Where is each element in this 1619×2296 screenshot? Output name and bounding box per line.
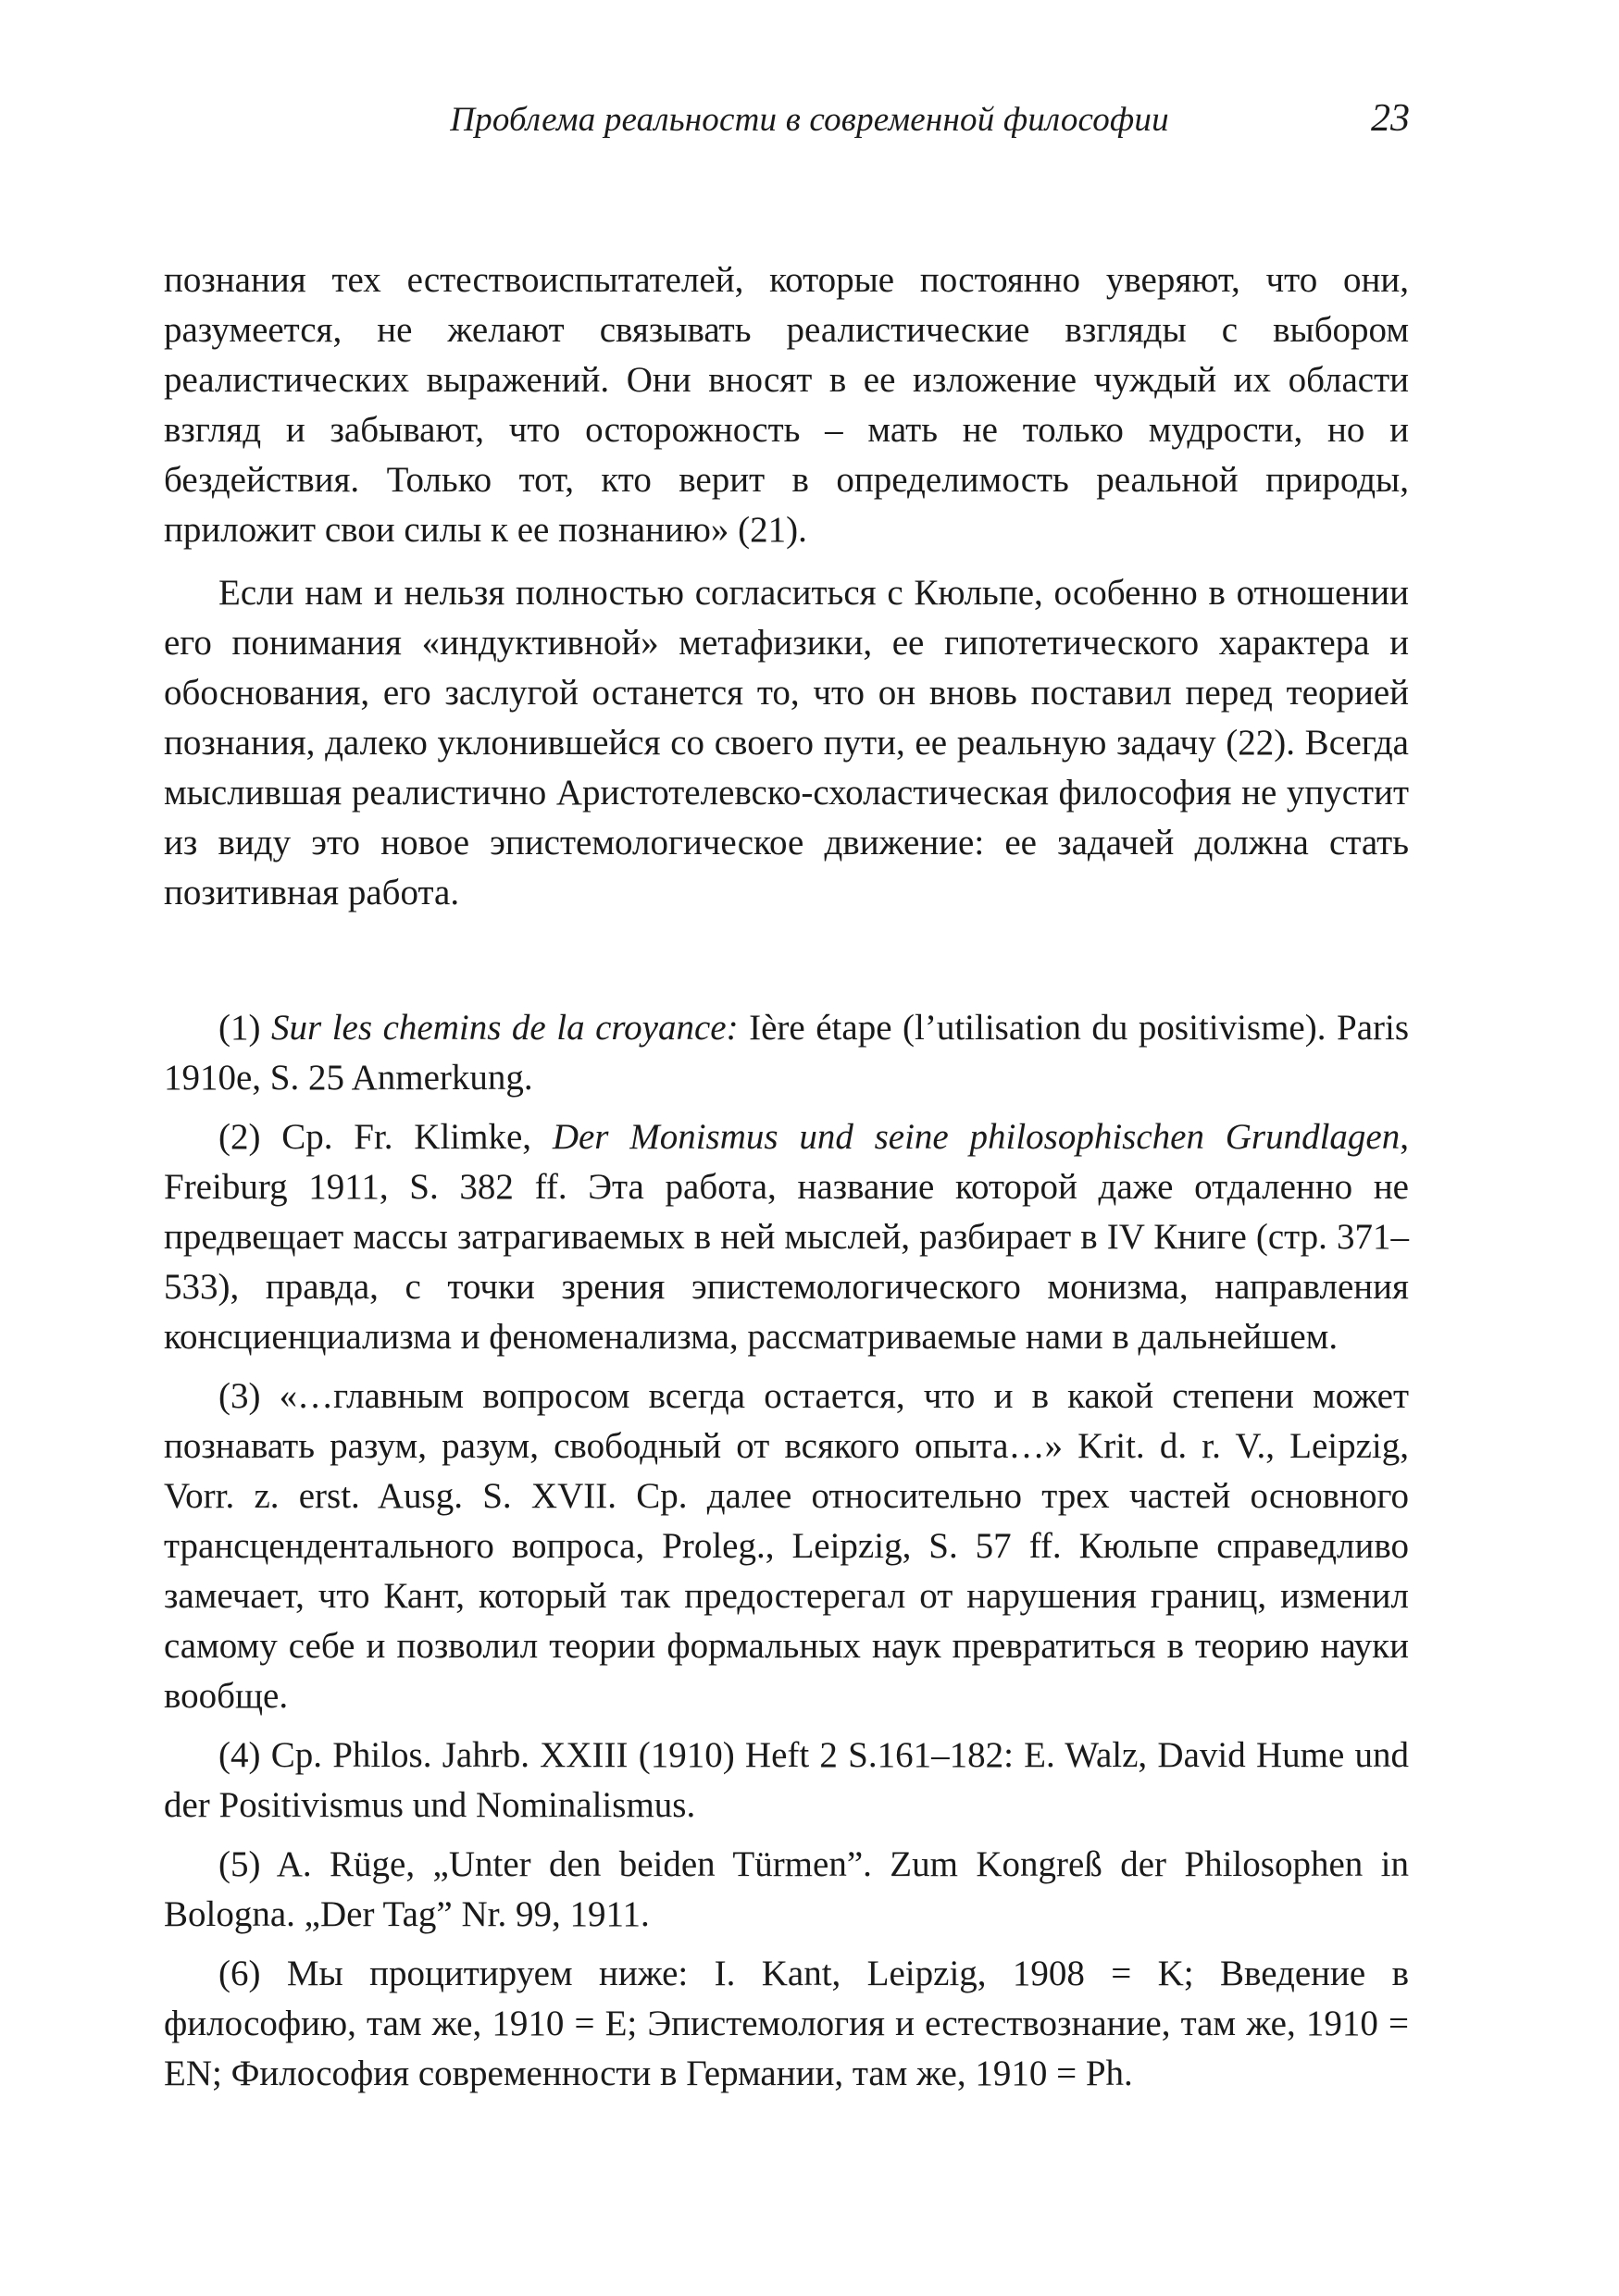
endnote-1 [164,1003,1409,1103]
endnote-2 [164,1112,1409,1362]
endnote-5: (5) A. Rüge, „Unter den beiden Türmen”. Zum Kongreß der Philosophen in Bologna. „Der Tag” Nr. 99, 1911. [164,1844,1409,1934]
endnote-text: Ière étape (l’utilisation du positivisme). Paris 1910e, S. 25 Anmerkung. [164,1008,1410,1098]
endnote-4: (4) Cp. Philos. Jahrb. XXIII (1910) Heft 2 S.161–182: E. Walz, David Hume und der Positivismus und Nominalismus. [164,1735,1409,1825]
endnotes [164,1003,1409,2108]
running-title: Проблема реальности в современной философии [450,101,1169,139]
endnote-title: Der Monismus und seine philosophischen Grundlagen [552,1117,1401,1157]
endnote-3: (3) «…главным вопросом всегда остается, что и в какой степени может познавать разум, разум, свободный от всякого опыта…» Krit. d. r. V., Leipzig, Vorr. z. erst. Ausg. S. XVII. Cp. далее относительно трех частей основного трансцендентального вопроса, Proleg., Leipzig, S. 57 ff. Кюльпе справедливо замечает, что Кант, который так предостерегал от нарушения границ, изменил самому себе и позволил теории формальных наук превратиться в теорию науки вообще. [164,1376,1409,1716]
endnote-text: (2) Cp. Fr. Klimke, [218,1117,553,1157]
main-text [164,255,1409,931]
endnote-number: (1) [218,1008,272,1048]
body-paragraph: Если нам и нельзя полностью согласиться с Кюльпе, особенно в отношении его понимания «индуктивной» метафизики, ее гипотетического характера и обоснования, его заслугой останется то, что он вновь поставил перед теорией познания, далеко уклонившейся со своего пути, ее реальную задачу (22). Всегда мыслившая реалистично Аристотелевско-схоластическая философия не упустит из виду это новое эпистемологическое движение: ее задачей должна стать позитивная работа. [164,573,1409,912]
body-paragraph: познания тех естествоиспытателей, которые постоянно уверяют, что они, разумеется, не желают связывать реалистические взгляды с выбором реалистических выражений. Они вносят в ее изложение чуждый их области взгляд и забывают, что осторожность – мать не только мудрости, но и бездействия. Только тот, кто верит в определимость реальной природы, приложит свои силы к ее познанию» (21). [164,260,1409,550]
endnote-title: Sur les chemins de la croyance: [271,1008,739,1048]
endnote-6: (6) Мы процитируем ниже: I. Kant, Leipzig, 1908 = K; Введение в философию, там же, 1910 = E; Эпистемология и естествознание, там же, 1910 = EN; Философия современности в Германии, там же, 1910 = Ph. [164,1954,1409,2093]
page-number: 23 [1371,97,1410,140]
endnote-text: , Freiburg 1911, S. 382 ff. Эта работа, название которой даже отдаленно не предвещает массы затрагиваемых в ней мыслей, разбирает в IV Книге (стр. 371–533), правда, с точки зрения эпистемологического монизма, направления консциенциализма и феноменализма, рассматриваемые нами в дальнейшем. [164,1117,1409,1357]
